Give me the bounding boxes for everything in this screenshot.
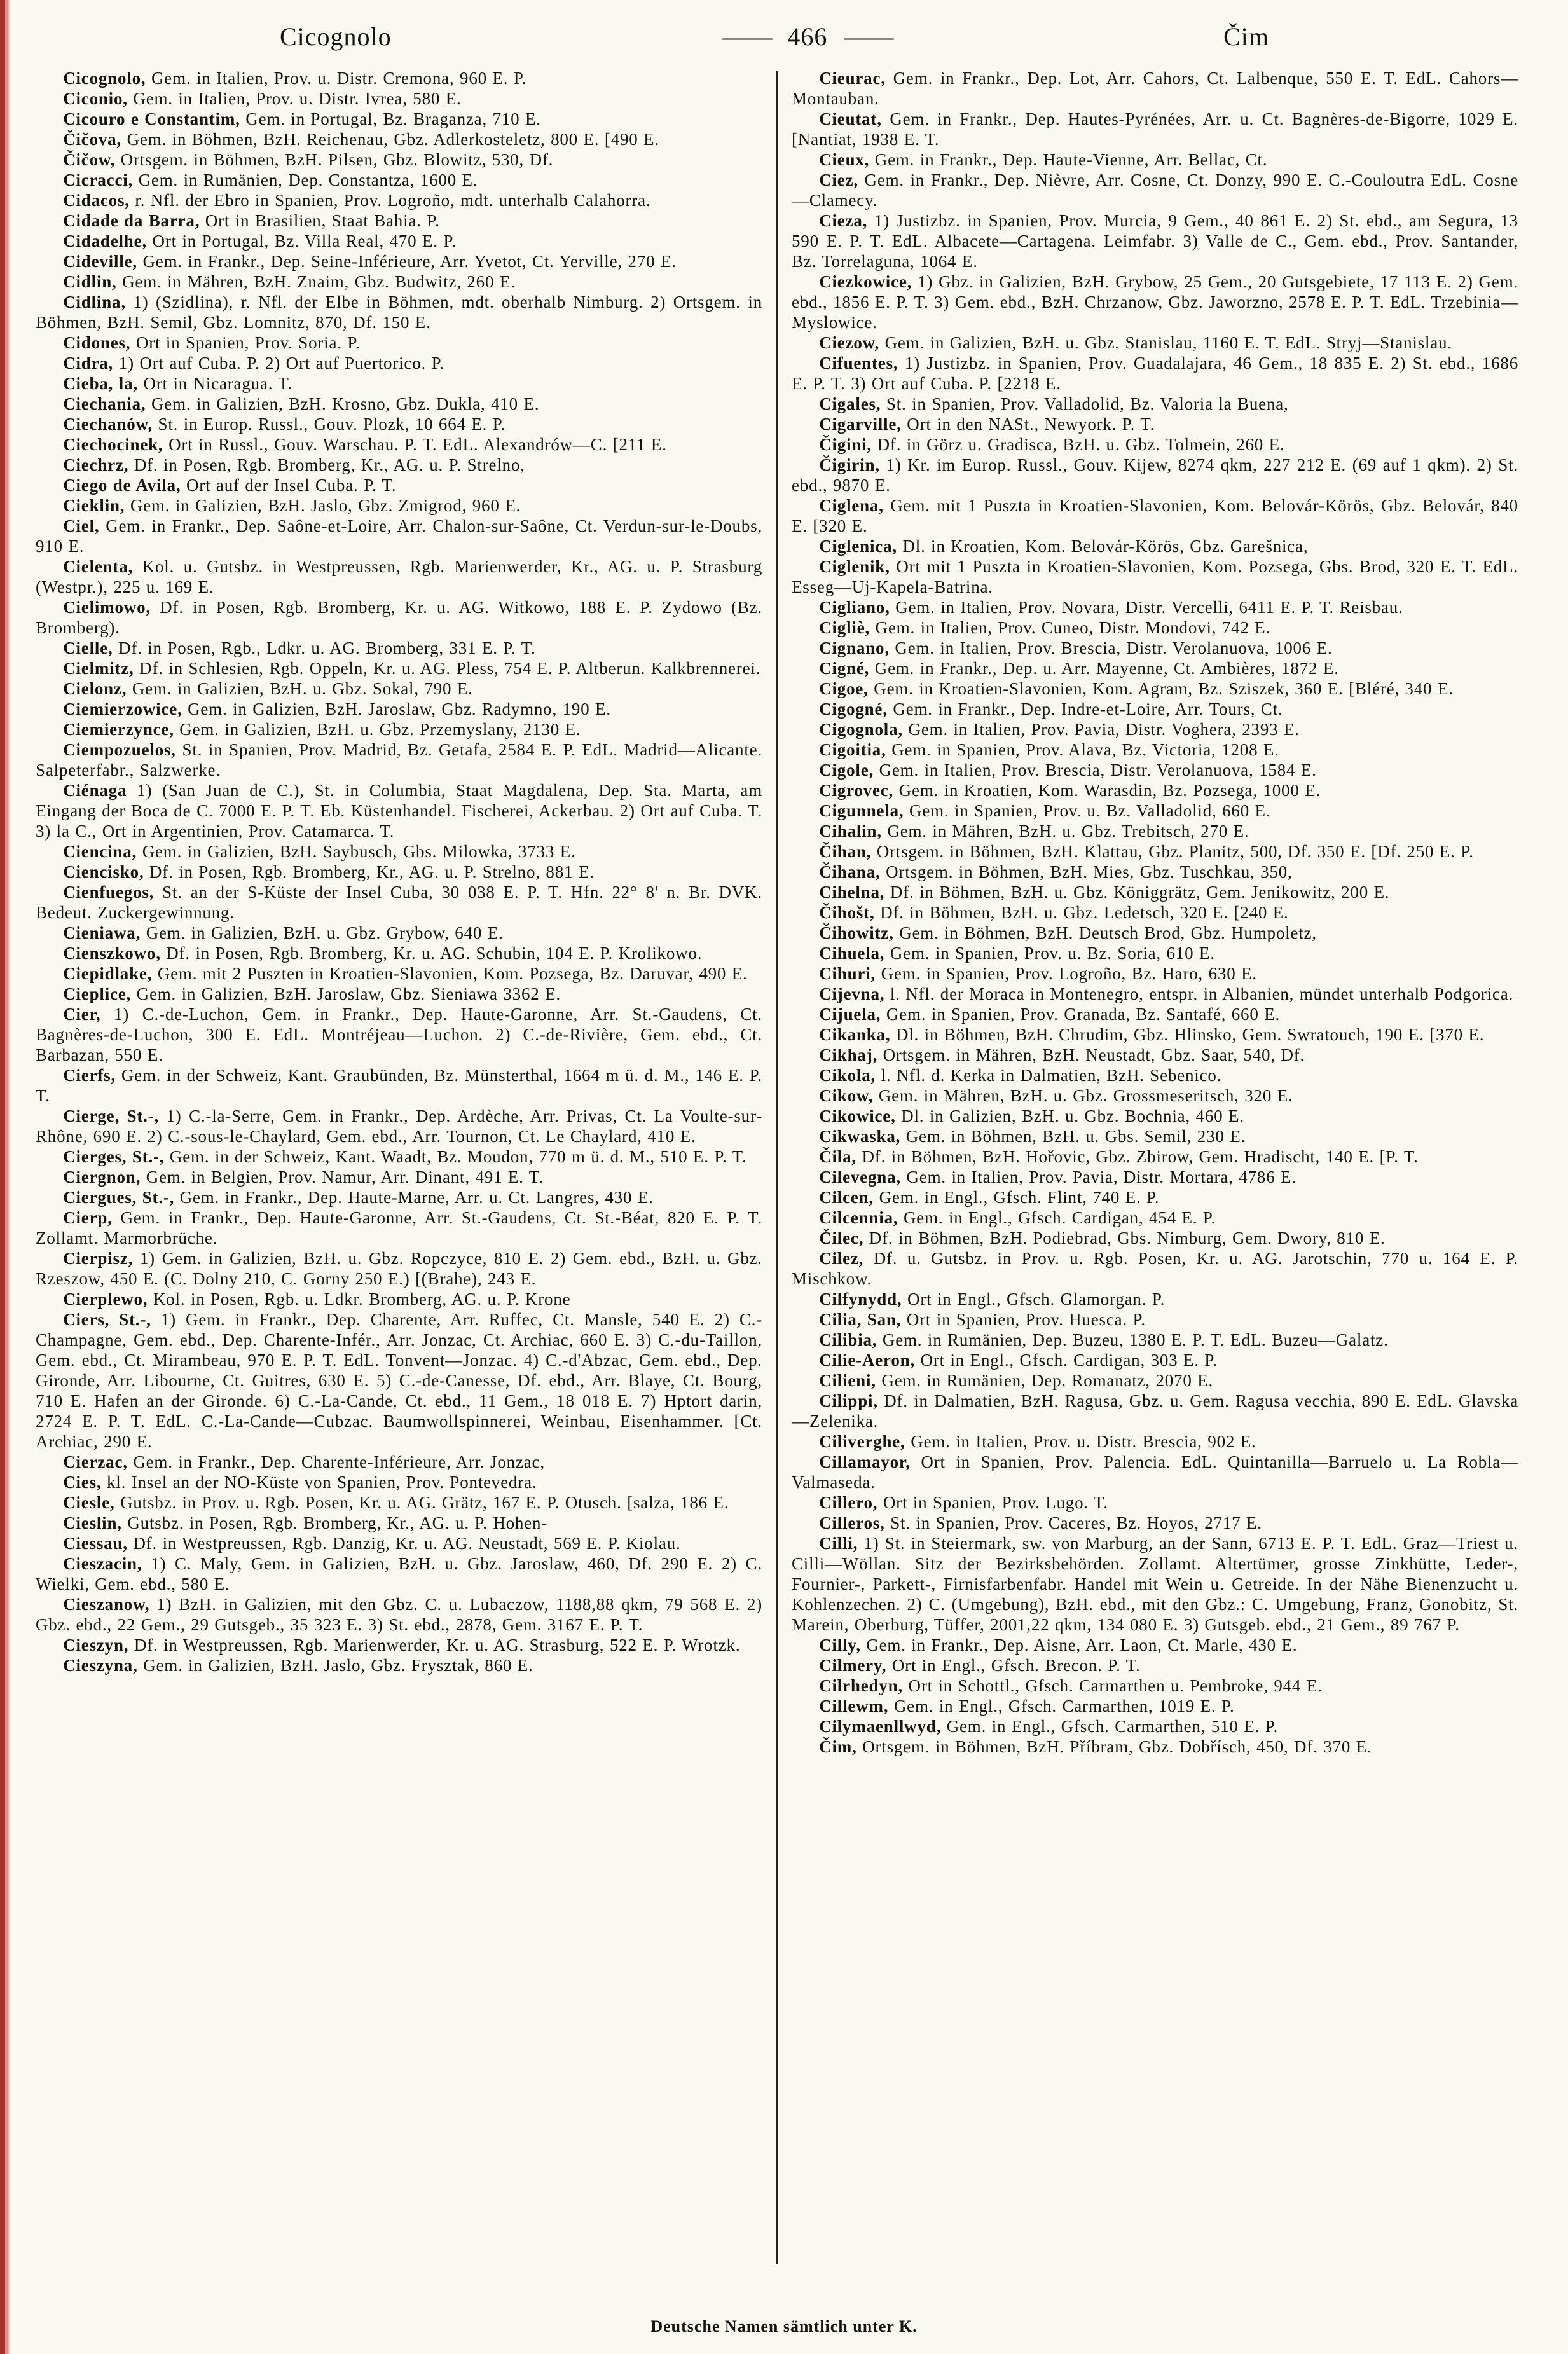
dictionary-entry: Cikhaj, Ortsgem. in Mähren, BzH. Neustadt, Gbz. Saar, 540, Df. <box>819 1045 1305 1064</box>
entry-headword: Cigarville, <box>819 415 902 434</box>
entry-headword: Ciesle, <box>63 1493 115 1512</box>
dictionary-entry: Ciechrz, Df. in Posen, Rgb. Bromberg, Kr., AG. u. P. Strelno, <box>63 455 525 474</box>
entry-headword: Ciers, St.-, <box>63 1310 151 1329</box>
header-page-number: 466 <box>787 22 828 51</box>
entry-headword: Cillewm, <box>819 1697 889 1716</box>
entry-headword: Cieszacin, <box>63 1554 142 1573</box>
entry-headword: Cijuela, <box>819 1005 881 1024</box>
dictionary-entry: Cidlina, 1) (Szidlina), r. Nfl. der Elbe in Böhmen, mdt. oberhalb Nimburg. 2) Ortsgem. in Böhmen, BzH. Semil, Gbz. Lomnitz, 870, Df. 150 E. <box>36 293 762 332</box>
dictionary-entry: Cidade da Barra, Ort in Brasilien, Staat Bahia. P. <box>63 211 440 230</box>
entry-headword: Ciezkowice, <box>819 272 912 291</box>
entry-headword: Cicognolo, <box>63 69 146 88</box>
dictionary-entry: Cidones, Ort in Spanien, Prov. Soria. P. <box>63 333 361 352</box>
page-header <box>0 0 1568 52</box>
dictionary-entry: Cikow, Gem. in Mähren, BzH. u. Gbz. Grossmeseritsch, 320 E. <box>819 1086 1293 1105</box>
dictionary-entry: Cijevna, l. Nfl. der Moraca in Montenegro, entspr. in Albanien, mündet unterhalb Podgorica. <box>819 984 1514 1003</box>
column-left <box>36 68 762 2264</box>
dictionary-entry: Cicognolo, Gem. in Italien, Prov. u. Distr. Cremona, 960 E. P. <box>63 69 527 88</box>
entry-headword: Cienfuegos, <box>63 883 155 902</box>
dictionary-entry: Ciglenik, Ort mit 1 Puszta in Kroatien-Slavonien, Kom. Pozsega, Gbs. Brod, 320 E. T. EdL. Esseg—Uj-Kapela-Batrina. <box>792 557 1518 596</box>
dictionary-entry: Cillewm, Gem. in Engl., Gfsch. Carmarthen, 1019 E. P. <box>819 1697 1235 1716</box>
entry-headword: Ciencisko, <box>63 862 144 881</box>
entry-headword: Čihowitz, <box>819 923 894 942</box>
text-columns <box>0 52 1568 2264</box>
dictionary-entry: Cigliano, Gem. in Italien, Prov. Novara, Distr. Vercelli, 6411 E. P. T. Reisbau. <box>819 598 1403 617</box>
dictionary-entry: Čičow, Ortsgem. in Böhmen, BzH. Pilsen, Gbz. Blowitz, 530, Df. <box>63 150 554 169</box>
entry-headword: Ciglena, <box>819 496 884 515</box>
dictionary-entry: Ciemierzynce, Gem. in Galizien, BzH. u. Gbz. Przemyslany, 2130 E. <box>63 720 581 739</box>
dictionary-entry: Cieklin, Gem. in Galizien, BzH. Jaslo, Gbz. Zmigrod, 960 E. <box>63 496 521 515</box>
dictionary-entry: Cicouro e Constantim, Gem. in Portugal, Bz. Braganza, 710 E. <box>63 109 541 128</box>
entry-headword: Cigoitia, <box>819 740 886 759</box>
entry-headword: Cillamayor, <box>819 1452 911 1471</box>
dictionary-entry: Cieslin, Gutsbz. in Posen, Rgb. Bromberg, Kr., AG. u. P. Hohen- <box>63 1513 548 1532</box>
entry-headword: Cijevna, <box>819 984 885 1003</box>
dictionary-entry: Cierplewo, Kol. in Posen, Rgb. u. Ldkr. Bromberg, AG. u. P. Krone <box>63 1290 571 1309</box>
entry-headword: Cierpisz, <box>63 1249 134 1268</box>
entry-headword: Cidlin, <box>63 272 117 291</box>
header-dash-right: —— <box>844 22 893 51</box>
dictionary-entry: Cidacos, r. Nfl. der Ebro in Spanien, Prov. Logroño, mdt. unterhalb Calahorra. <box>63 191 651 210</box>
dictionary-entry: Ciglenica, Dl. in Kroatien, Kom. Belovár-Körös, Gbz. Garešnica, <box>819 537 1309 556</box>
entry-headword: Cikwaska, <box>819 1127 901 1146</box>
entry-headword: Cieza, <box>819 211 868 230</box>
header-dash-left: —— <box>722 22 771 51</box>
entry-headword: Ciego de Avila, <box>63 476 181 495</box>
dictionary-entry: Ciergues, St.-, Gem. in Frankr., Dep. Haute-Marne, Arr. u. Ct. Langres, 430 E. <box>63 1188 654 1207</box>
dictionary-entry: Cihuela, Gem. in Spanien, Prov. u. Bz. Soria, 610 E. <box>819 944 1215 963</box>
dictionary-entry: Cierge, St.-, 1) C.-la-Serre, Gem. in Frankr., Dep. Ardèche, Arr. Privas, Ct. La Voulte-sur-Rhône, 690 E. 2) C.-sous-le-Chaylard, Gem. ebd., Arr. Tournon, Ct. Le Chaylard, 410 E. <box>36 1106 762 1146</box>
entry-headword: Ciempozuelos, <box>63 740 176 759</box>
dictionary-entry: Cignano, Gem. in Italien, Prov. Brescia, Distr. Verolanuova, 1006 E. <box>819 638 1333 657</box>
dictionary-entry: Cieux, Gem. in Frankr., Dep. Haute-Vienne, Arr. Bellac, Ct. <box>819 150 1268 169</box>
entry-headword: Cigunnela, <box>819 801 904 820</box>
entry-headword: Ciergnon, <box>63 1167 141 1187</box>
entry-headword: Cieszanow, <box>63 1595 150 1614</box>
entry-headword: Ciconio, <box>63 89 128 108</box>
entry-headword: Čičow, <box>63 150 116 169</box>
dictionary-entry: Cikanka, Dl. in Böhmen, BzH. Chrudim, Gbz. Hlinsko, Gem. Swratouch, 190 E. [370 E. <box>819 1025 1485 1044</box>
entry-headword: Ciergues, St.-, <box>63 1188 175 1207</box>
entry-headword: Cilcen, <box>819 1188 874 1207</box>
entry-headword: Cidones, <box>63 333 131 352</box>
entry-headword: Cikola, <box>819 1066 876 1085</box>
entry-headword: Cielmitz, <box>63 659 134 678</box>
page-gutter-shadow <box>0 0 10 2354</box>
dictionary-entry: Čihan, Ortsgem. in Böhmen, BzH. Klattau, Gbz. Planitz, 500, Df. 350 E. [Df. 250 E. P. <box>819 842 1474 861</box>
dictionary-entry: Cieza, 1) Justizbz. in Spanien, Prov. Murcia, 9 Gem., 40 861 E. 2) St. ebd., am Segura, 13 590 E. P. T. EdL. Albacete—Cartagena. Leimfabr. 3) Valle de C., Gem. ebd., Prov. Santander, Bz. Torrelaguna, 1064 E. <box>792 211 1518 271</box>
entry-headword: Cier, <box>63 1005 101 1024</box>
entry-headword: Cilez, <box>819 1249 864 1268</box>
entry-headword: Cikanka, <box>819 1025 891 1044</box>
entry-headword: Cigoe, <box>819 679 869 698</box>
dictionary-entry: Ciechanów, St. in Europ. Russl., Gouv. Plozk, 10 664 E. P. <box>63 415 506 434</box>
dictionary-entry: Cigoitia, Gem. in Spanien, Prov. Alava, Bz. Victoria, 1208 E. <box>819 740 1279 759</box>
dictionary-entry: Cier, 1) C.-de-Luchon, Gem. in Frankr., Dep. Haute-Garonne, Arr. St.-Gaudens, Ct. Bagnères-de-Luchon, 300 E. EdL. Montréjeau—Luchon. 2) C.-de-Rivière, Gem. ebd., Ct. Barbazan, 550 E. <box>36 1005 762 1064</box>
entry-headword: Ciliverghe, <box>819 1432 905 1451</box>
dictionary-entry: Cilleros, St. in Spanien, Prov. Caceres, Bz. Hoyos, 2717 E. <box>819 1513 1262 1532</box>
entry-headword: Cieutat, <box>819 109 882 128</box>
entry-headword: Ciechanów, <box>63 415 153 434</box>
entry-headword: Cieurac, <box>819 69 886 88</box>
dictionary-entry: Čihowitz, Gem. in Böhmen, BzH. Deutsch Brod, Gbz. Humpoletz, <box>819 923 1317 942</box>
dictionary-entry: Cierzac, Gem. in Frankr., Dep. Charente-Inférieure, Arr. Jonzac, <box>63 1452 545 1471</box>
dictionary-entry: Ciezow, Gem. in Galizien, BzH. u. Gbz. Stanislau, 1160 E. T. EdL. Stryj—Stanislau. <box>819 333 1452 352</box>
dictionary-entry: Cihuri, Gem. in Spanien, Prov. Logroño, Bz. Haro, 630 E. <box>819 964 1257 983</box>
page-footer: Deutsche Namen sämtlich unter K. <box>650 2317 918 2336</box>
dictionary-entry: Čihana, Ortsgem. in Böhmen, BzH. Mies, Gbz. Tuschkau, 350, <box>819 862 1293 881</box>
header-page-number-group <box>722 22 892 52</box>
entry-headword: Cigales, <box>819 394 881 413</box>
entry-headword: Cilleros, <box>819 1513 885 1532</box>
dictionary-entry: Cierpisz, 1) Gem. in Galizien, BzH. u. Gbz. Ropczyce, 810 E. 2) Gem. ebd., BzH. u. Gbz. Rzeszow, 450 E. (C. Dolny 210, C. Gorny 250 E.) [(Brahe), 243 E. <box>36 1249 762 1288</box>
dictionary-entry: Ciliverghe, Gem. in Italien, Prov. u. Distr. Brescia, 902 E. <box>819 1432 1256 1451</box>
dictionary-entry: Cilevegna, Gem. in Italien, Prov. Pavia, Distr. Mortara, 4786 E. <box>819 1167 1296 1187</box>
dictionary-entry: Cilippi, Df. in Dalmatien, BzH. Ragusa, Gbz. u. Gem. Ragusa vecchia, 890 E. EdL. Glavska—Zelenika. <box>792 1391 1518 1431</box>
dictionary-entry: Cikola, l. Nfl. d. Kerka in Dalmatien, BzH. Sebenico. <box>819 1066 1222 1085</box>
dictionary-entry: Cidlin, Gem. in Mähren, BzH. Znaim, Gbz. Budwitz, 260 E. <box>63 272 516 291</box>
dictionary-entry: Ciego de Avila, Ort auf der Insel Cuba. P. T. <box>63 476 397 495</box>
entry-headword: Čilec, <box>819 1229 864 1248</box>
entry-headword: Čila, <box>819 1147 856 1166</box>
dictionary-entry: Cigognola, Gem. in Italien, Prov. Pavia, Distr. Voghera, 2393 E. <box>819 720 1300 739</box>
dictionary-entry: Ciepidlake, Gem. mit 2 Puszten in Kroatien-Slavonien, Kom. Pozsega, Bz. Daruvar, 490 E. <box>63 964 748 983</box>
dictionary-entry: Ciechania, Gem. in Galizien, BzH. Krosno, Gbz. Dukla, 410 E. <box>63 394 540 413</box>
dictionary-entry: Ciglena, Gem. mit 1 Puszta in Kroatien-Slavonien, Kom. Belovár-Körös, Gbz. Belovár, 840 E. [320 E. <box>792 496 1518 535</box>
dictionary-entry: Cierp, Gem. in Frankr., Dep. Haute-Garonne, Arr. St.-Gaudens, Ct. St.-Béat, 820 E. P. T. Zollamt. Marmorbrüche. <box>36 1208 762 1248</box>
entry-headword: Cieszyna, <box>63 1656 138 1675</box>
entry-headword: Cidacos, <box>63 191 130 210</box>
dictionary-entry: Cieszyn, Df. in Westpreussen, Rgb. Marienwerder, Kr. u. AG. Strasburg, 522 E. P. Wrotzk. <box>63 1635 741 1655</box>
dictionary-entry: Cigrovec, Gem. in Kroatien, Kom. Warasdin, Bz. Pozsega, 1000 E. <box>819 781 1321 800</box>
entry-headword: Cigliano, <box>819 598 890 617</box>
dictionary-entry: Čila, Df. in Böhmen, BzH. Hořovic, Gbz. Zbirow, Gem. Hradischt, 140 E. [P. T. <box>819 1147 1419 1166</box>
dictionary-entry: Ciessau, Df. in Westpreussen, Rgb. Danzig, Kr. u. AG. Neustadt, 569 E. P. Kiolau. <box>63 1534 681 1553</box>
dictionary-entry: Ciez, Gem. in Frankr., Dep. Nièvre, Arr. Cosne, Ct. Donzy, 990 E. C.-Couloutra EdL. Cosne—Clamecy. <box>792 170 1518 210</box>
entry-headword: Cierfs, <box>63 1066 116 1085</box>
dictionary-entry: Cilez, Df. u. Gutsbz. in Prov. u. Rgb. Posen, Kr. u. AG. Jarotschin, 770 u. 164 E. P. Mischkow. <box>792 1249 1518 1288</box>
dictionary-entry: Cihelna, Df. in Böhmen, BzH. u. Gbz. Königgrätz, Gem. Jenikowitz, 200 E. <box>819 883 1390 902</box>
entry-headword: Cikow, <box>819 1086 874 1105</box>
dictionary-entry: Čigini, Df. in Görz u. Gradisca, BzH. u. Gbz. Tolmein, 260 E. <box>819 435 1285 454</box>
entry-headword: Čihošt, <box>819 903 875 922</box>
entry-headword: Cilfynydd, <box>819 1290 902 1309</box>
entry-headword: Cihalin, <box>819 822 882 841</box>
entry-headword: Ciechania, <box>63 394 146 413</box>
entry-headword: Cielenta, <box>63 557 134 576</box>
header-catchword-left: Cicognolo <box>280 22 392 51</box>
dictionary-entry: Cilrhedyn, Ort in Schottl., Gfsch. Carmarthen u. Pembroke, 944 E. <box>819 1676 1323 1695</box>
dictionary-entry: Cijuela, Gem. in Spanien, Prov. Granada, Bz. Santafé, 660 E. <box>819 1005 1281 1024</box>
dictionary-entry: Cieba, la, Ort in Nicaragua. T. <box>63 374 293 393</box>
entry-headword: Ciezow, <box>819 333 880 352</box>
dictionary-entry: Čigirin, 1) Kr. im Europ. Russl., Gouv. Kijew, 8274 qkm, 227 212 E. (69 auf 1 qkm). 2) St. ebd., 9870 E. <box>792 455 1518 495</box>
entry-headword: Cikhaj, <box>819 1045 878 1064</box>
dictionary-entry: Cieurac, Gem. in Frankr., Dep. Lot, Arr. Cahors, Ct. Lalbenque, 550 E. T. EdL. Cahors—Montauban. <box>792 69 1518 108</box>
entry-headword: Cilia, San, <box>819 1310 902 1329</box>
dictionary-entry: Ciconio, Gem. in Italien, Prov. u. Distr. Ivrea, 580 E. <box>63 89 462 108</box>
dictionary-entry: Cielle, Df. in Posen, Rgb., Ldkr. u. AG. Bromberg, 331 E. P. T. <box>63 638 536 657</box>
column-right <box>792 68 1518 2264</box>
dictionary-entry: Cihalin, Gem. in Mähren, BzH. u. Gbz. Trebitsch, 270 E. <box>819 822 1249 841</box>
entry-headword: Cihelna, <box>819 883 885 902</box>
entry-headword: Cihuela, <box>819 944 885 963</box>
entry-headword: Cieszyn, <box>63 1635 129 1655</box>
dictionary-entry: Cigales, St. in Spanien, Prov. Valladolid, Bz. Valoria la Buena, <box>819 394 1289 413</box>
dictionary-entry: Cikwaska, Gem. in Böhmen, BzH. u. Gbs. Semil, 230 E. <box>819 1127 1246 1146</box>
dictionary-entry: Čilec, Df. in Böhmen, BzH. Podiebrad, Gbs. Nimburg, Gem. Dwory, 810 E. <box>819 1229 1386 1248</box>
dictionary-entry: Cidadelhe, Ort in Portugal, Bz. Villa Real, 470 E. P. <box>63 231 457 251</box>
entry-headword: Cilcennia, <box>819 1208 898 1227</box>
dictionary-entry: Cieutat, Gem. in Frankr., Dep. Hautes-Pyrénées, Arr. u. Ct. Bagnères-de-Bigorre, 1029 E. [Nantiat, 1938 E. T. <box>792 109 1518 149</box>
entry-headword: Čičova, <box>63 130 122 149</box>
dictionary-entry: Cilli, 1) St. in Steiermark, sw. von Marburg, an der Sann, 6713 E. P. T. EdL. Graz—Triest u. Cilli—Wöllan. Sitz der Bezirksbehörden. Zollamt. Altertümer, grosse Zinkhütte, Leder-, Fournier-, Parkett-, Firnisfarbenfabr. Handel mit Wein u. Getreide. In der Nähe Bienenzucht u. Kohlenzechen. 2) C. (Umgebung), BzH. ebd., mit den Gbz.: C. Umgebung, Franz, Gonobitz, St. Marein, Oberburg, Tüffer, 2001,22 qkm, 134 080 E. 3) Gutsgeb. ebd., 21 Gem., 89 767 P. <box>792 1534 1518 1634</box>
dictionary-entry: Cierfs, Gem. in der Schweiz, Kant. Graubünden, Bz. Münsterthal, 1664 m ü. d. M., 146 E. P. T. <box>36 1066 762 1105</box>
dictionary-entry: Ciers, St.-, 1) Gem. in Frankr., Dep. Charente, Arr. Ruffec, Ct. Mansle, 540 E. 2) C.-Champagne, Gem. ebd., Dep. Charente-Infér., Arr. Jonzac, Ct. Archiac, 660 E. 3) C.-du-Taillon, Gem. ebd., Ct. Mirambeau, 970 E. P. T. EdL. Tonvent—Jonzac. 4) C.-d'Abzac, Gem. ebd., Dep. Gironde, Arr. Libourne, Ct. Guitres, 630 E. 5) C.-de-Canesse, Df. ebd., Arr. Blaye, Ct. Bourg, 710 E. Hafen an der Gironde. 6) C.-La-Cande, Ct. ebd., 11 Gem., 18 018 E. 7) Hptort darin, 2724 E. P. T. EdL. C.-La-Cande—Cubzac. Baumwollspinnerei, Weinbau, Eisenhammer. [Ct. Archiac, 290 E. <box>36 1310 762 1451</box>
entry-headword: Cilibia, <box>819 1330 877 1349</box>
dictionary-entry: Cielenta, Kol. u. Gutsbz. in Westpreussen, Rgb. Marienwerder, Kr., AG. u. P. Strasburg (Westpr.), 225 u. 169 E. <box>36 557 762 596</box>
dictionary-entry: Cidra, 1) Ort auf Cuba. P. 2) Ort auf Puertorico. P. <box>63 354 444 373</box>
dictionary-entry: Cigarville, Ort in den NASt., Newyork. P. T. <box>819 415 1155 434</box>
dictionary-entry: Ciemierzowice, Gem. in Galizien, BzH. Jaroslaw, Gbz. Radymno, 190 E. <box>63 699 611 719</box>
dictionary-entry: Cigunnela, Gem. in Spanien, Prov. u. Bz. Valladolid, 660 E. <box>819 801 1271 820</box>
dictionary-entry: Cillero, Ort in Spanien, Prov. Lugo. T. <box>819 1493 1108 1512</box>
entry-headword: Cielonz, <box>63 679 127 698</box>
entry-headword: Cilli, <box>819 1534 858 1553</box>
entry-headword: Cicouro e Constantim, <box>63 109 240 128</box>
dictionary-entry: Cilymaenllwyd, Gem. in Engl., Gfsch. Carmarthen, 510 E. P. <box>819 1717 1279 1736</box>
dictionary-entry: Čim, Ortsgem. in Böhmen, BzH. Příbram, Gbz. Dobřísch, 450, Df. 370 E. <box>819 1737 1372 1756</box>
entry-headword: Ciessau, <box>63 1534 128 1553</box>
entry-headword: Ciechrz, <box>63 455 129 474</box>
dictionary-entry: Ciénaga 1) (San Juan de C.), St. in Columbia, Staat Magdalena, Dep. Sta. Marta, am Eingang der Boca de C. 7000 E. P. T. Eb. Küstenhandel. Fischerei, Ackerbau. 2) Ort auf Cuba. T. 3) la C., Ort in Argentinien, Prov. Catamarca. T. <box>36 781 762 841</box>
entry-headword: Cienszkowo, <box>63 944 161 963</box>
dictionary-entry: Cilie-Aeron, Ort in Engl., Gfsch. Cardigan, 303 E. P. <box>819 1351 1218 1370</box>
entry-headword: Ciemierzynce, <box>63 720 174 739</box>
dictionary-entry: Cilieni, Gem. in Rumänien, Dep. Romanatz, 2070 E. <box>819 1371 1214 1390</box>
entry-headword: Čihana, <box>819 862 881 881</box>
dictionary-entry: Cigogné, Gem. in Frankr., Dep. Indre-et-Loire, Arr. Tours, Ct. <box>819 699 1283 719</box>
dictionary-entry: Čihošt, Df. in Böhmen, BzH. u. Gbz. Ledetsch, 320 E. [240 E. <box>819 903 1289 922</box>
dictionary-entry: Ciel, Gem. in Frankr., Dep. Saône-et-Loire, Arr. Chalon-sur-Saône, Ct. Verdun-sur-le-Doubs, 910 E. <box>36 516 762 556</box>
entry-headword: Cilly, <box>819 1635 861 1655</box>
dictionary-entry: Cigné, Gem. in Frankr., Dep. u. Arr. Mayenne, Ct. Ambières, 1872 E. <box>819 659 1339 678</box>
entry-headword: Cicracci, <box>63 170 134 189</box>
entry-headword: Cieba, la, <box>63 374 138 393</box>
dictionary-entry: Cienszkowo, Df. in Posen, Rgb. Bromberg, Kr. u. AG. Schubin, 104 E. P. Krolikowo. <box>63 944 703 963</box>
entry-headword: Cigole, <box>819 761 874 780</box>
entry-headword: Čigini, <box>819 435 872 454</box>
entry-headword: Cilymaenllwyd, <box>819 1717 942 1736</box>
entry-headword: Čim, <box>819 1737 857 1756</box>
entry-headword: Cilrhedyn, <box>819 1676 903 1695</box>
dictionary-entry: Cieszanow, 1) BzH. in Galizien, mit den Gbz. C. u. Lubaczow, 1188,88 qkm, 79 568 E. 2) Gbz. ebd., 22 Gem., 29 Gutsgeb., 35 323 E. 3) St. ebd., 2878, Gem. 3167 E. P. T. <box>36 1595 762 1634</box>
entry-headword: Ciepidlake, <box>63 964 153 983</box>
dictionary-entry: Ciempozuelos, St. in Spanien, Prov. Madrid, Bz. Getafa, 2584 E. P. EdL. Madrid—Alicante. Salpeterfabr., Salzwerke. <box>36 740 762 780</box>
entry-headword: Cilippi, <box>819 1391 878 1410</box>
entry-headword: Cigrovec, <box>819 781 894 800</box>
entry-headword: Cieslin, <box>63 1513 122 1532</box>
entry-headword: Cierp, <box>63 1208 113 1227</box>
dictionary-entry: Ciencisko, Df. in Posen, Rgb. Bromberg, Kr., AG. u. P. Strelno, 881 E. <box>63 862 595 881</box>
dictionary-entry: Cieszacin, 1) C. Maly, Gem. in Galizien, BzH. u. Gbz. Jaroslaw, 460, Df. 290 E. 2) C. Wielki, Gem. ebd., 580 E. <box>36 1554 762 1593</box>
entry-headword: Cihuri, <box>819 964 876 983</box>
entry-headword: Ciemierzowice, <box>63 699 182 719</box>
dictionary-entry: Ciencina, Gem. in Galizien, BzH. Saybusch, Gbs. Milowka, 3733 E. <box>63 842 576 861</box>
dictionary-entry: Cies, kl. Insel an der NO-Küste von Spanien, Prov. Pontevedra. <box>63 1473 537 1492</box>
dictionary-entry: Cilia, San, Ort in Spanien, Prov. Huesca. P. <box>819 1310 1146 1329</box>
entry-headword: Cigliè, <box>819 618 870 637</box>
entry-headword: Cieklin, <box>63 496 125 515</box>
dictionary-entry: Ciezkowice, 1) Gbz. in Galizien, BzH. Grybow, 25 Gem., 20 Gutsgebiete, 17 113 E. 2) Gem. ebd., 1856 E. P. T. 3) Gem. ebd., BzH. Chrzanow, Gbz. Jaworzno, 2578 E. P. T. EdL. Trzebinia—Myslowice. <box>792 272 1518 332</box>
dictionary-entry: Cilly, Gem. in Frankr., Dep. Aisne, Arr. Laon, Ct. Marle, 430 E. <box>819 1635 1298 1655</box>
dictionary-entry: Cieszyna, Gem. in Galizien, BzH. Jaslo, Gbz. Frysztak, 860 E. <box>63 1656 533 1675</box>
entry-headword: Ciénaga <box>63 781 127 800</box>
entry-headword: Cielimowo, <box>63 598 151 617</box>
entry-headword: Cilmery, <box>819 1656 887 1675</box>
entry-headword: Cieplice, <box>63 984 132 1003</box>
dictionary-entry: Cikowice, Dl. in Galizien, BzH. u. Gbz. Bochnia, 460 E. <box>819 1106 1244 1125</box>
dictionary-entry: Cielmitz, Df. in Schlesien, Rgb. Oppeln, Kr. u. AG. Pless, 754 E. P. Altberun. Kalkbrennerei. <box>63 659 761 678</box>
column-divider <box>776 71 778 2264</box>
entry-headword: Cidadelhe, <box>63 231 147 251</box>
dictionary-entry: Čičova, Gem. in Böhmen, BzH. Reichenau, Gbz. Adlerkosteletz, 800 E. [490 E. <box>63 130 660 149</box>
dictionary-entry: Cilcennia, Gem. in Engl., Gfsch. Cardigan, 454 E. P. <box>819 1208 1216 1227</box>
dictionary-entry: Cigoe, Gem. in Kroatien-Slavonien, Kom. Agram, Bz. Sziszek, 360 E. [Bléré, 340 E. <box>819 679 1454 698</box>
dictionary-entry: Ciesle, Gutsbz. in Prov. u. Rgb. Posen, Kr. u. AG. Grätz, 167 E. P. Otusch. [salza, 186 E. <box>63 1493 729 1512</box>
entry-headword: Ciglenik, <box>819 557 890 576</box>
entry-headword: Čihan, <box>819 842 872 861</box>
entry-headword: Cifuentes, <box>819 354 898 373</box>
dictionary-entry: Cilcen, Gem. in Engl., Gfsch. Flint, 740 E. P. <box>819 1188 1160 1207</box>
dictionary-entry: Cigliè, Gem. in Italien, Prov. Cuneo, Distr. Mondovi, 742 E. <box>819 618 1271 637</box>
entry-headword: Cikowice, <box>819 1106 896 1125</box>
dictionary-entry: Cielimowo, Df. in Posen, Rgb. Bromberg, Kr. u. AG. Witkowo, 188 E. P. Zydowo (Bz. Bromberg). <box>36 598 762 637</box>
entry-headword: Cideville, <box>63 252 137 271</box>
entry-headword: Cierzac, <box>63 1452 128 1471</box>
entry-headword: Ciechocinek, <box>63 435 163 454</box>
dictionary-entry: Cilibia, Gem. in Rumänien, Dep. Buzeu, 1380 E. P. T. EdL. Buzeu—Galatz. <box>819 1330 1389 1349</box>
dictionary-entry: Cielonz, Gem. in Galizien, BzH. u. Gbz. Sokal, 790 E. <box>63 679 473 698</box>
dictionary-entry: Cierges, St.-, Gem. in der Schweiz, Kant. Waadt, Bz. Moudon, 770 m ü. d. M., 510 E. P. T. <box>63 1147 747 1166</box>
entry-headword: Cieniawa, <box>63 923 141 942</box>
entry-headword: Cilieni, <box>819 1371 876 1390</box>
dictionary-entry: Cieplice, Gem. in Galizien, BzH. Jaroslaw, Gbz. Sieniawa 3362 E. <box>63 984 561 1003</box>
dictionary-entry: Cilmery, Ort in Engl., Gfsch. Brecon. P. T. <box>819 1656 1141 1675</box>
entry-headword: Ciel, <box>63 516 100 535</box>
entry-headword: Cigogné, <box>819 699 888 719</box>
entry-headword: Ciglenica, <box>819 537 897 556</box>
entry-headword: Cilevegna, <box>819 1167 901 1187</box>
entry-headword: Cidra, <box>63 354 114 373</box>
dictionary-entry: Cideville, Gem. in Frankr., Dep. Seine-Inférieure, Arr. Yvetot, Ct. Yerville, 270 E. <box>63 252 677 271</box>
entry-headword: Cidade da Barra, <box>63 211 200 230</box>
dictionary-entry: Ciergnon, Gem. in Belgien, Prov. Namur, Arr. Dinant, 491 E. T. <box>63 1167 544 1187</box>
entry-headword: Ciez, <box>819 170 858 189</box>
entry-headword: Cierplewo, <box>63 1290 148 1309</box>
entry-headword: Cierges, St.-, <box>63 1147 165 1166</box>
entry-headword: Cierge, St.-, <box>63 1106 159 1125</box>
entry-headword: Cillero, <box>819 1493 878 1512</box>
entry-headword: Cignano, <box>819 638 890 657</box>
dictionary-entry: Cieniawa, Gem. in Galizien, BzH. u. Gbz. Grybow, 640 E. <box>63 923 504 942</box>
dictionary-entry: Cifuentes, 1) Justizbz. in Spanien, Prov. Guadalajara, 46 Gem., 18 835 E. 2) St. ebd., 1686 E. P. T. 3) Ort auf Cuba. P. [2218 E. <box>792 354 1518 393</box>
entry-headword: Cigné, <box>819 659 870 678</box>
entry-headword: Cilie-Aeron, <box>819 1351 916 1370</box>
dictionary-entry: Cillamayor, Ort in Spanien, Prov. Palencia. EdL. Quintanilla—Barruelo u. La Robla—Valmaseda. <box>792 1452 1518 1492</box>
entry-headword: Ciencina, <box>63 842 137 861</box>
dictionary-entry: Ciechocinek, Ort in Russl., Gouv. Warschau. P. T. EdL. Alexandrów—C. [211 E. <box>63 435 667 454</box>
entry-headword: Cieux, <box>819 150 870 169</box>
entry-headword: Cigognola, <box>819 720 903 739</box>
dictionary-entry: Cigole, Gem. in Italien, Prov. Brescia, Distr. Verolanuova, 1584 E. <box>819 761 1317 780</box>
entry-headword: Cidlina, <box>63 293 126 312</box>
entry-headword: Cies, <box>63 1473 102 1492</box>
header-catchword-right: Čim <box>1223 22 1269 51</box>
dictionary-entry: Cienfuegos, St. an der S-Küste der Insel Cuba, 30 038 E. P. T. Hfn. 22° 8' n. Br. DVK. Bedeut. Zuckergewinnung. <box>36 883 762 922</box>
dictionary-entry: Cicracci, Gem. in Rumänien, Dep. Constantza, 1600 E. <box>63 170 478 189</box>
dictionary-entry: Cilfynydd, Ort in Engl., Gfsch. Glamorgan. P. <box>819 1290 1166 1309</box>
entry-headword: Čigirin, <box>819 455 880 474</box>
entry-headword: Cielle, <box>63 638 113 657</box>
